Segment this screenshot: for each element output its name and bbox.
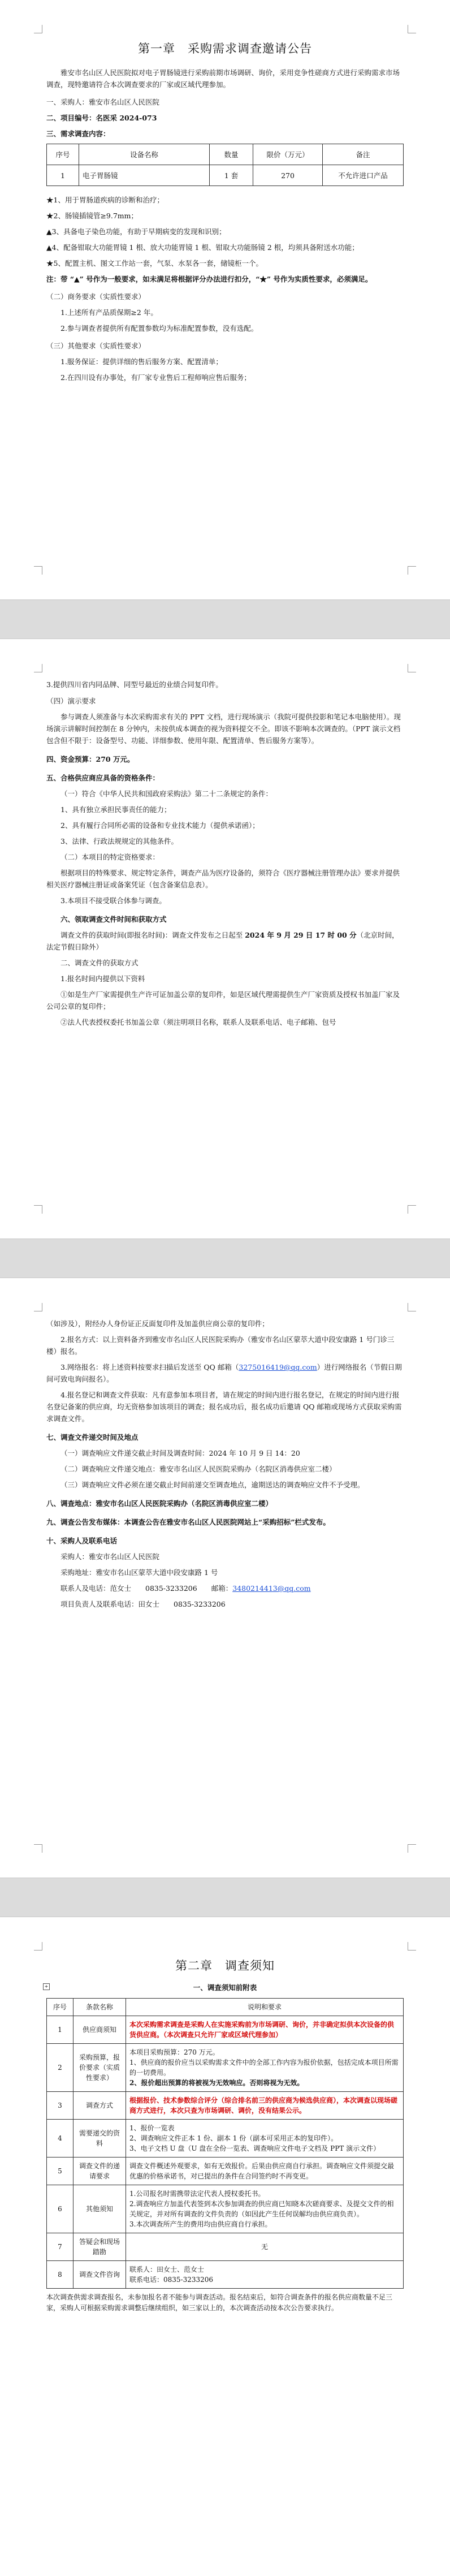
collection-method-title: 二、调查文件的获取方式 <box>60 959 139 967</box>
requirement-line: ★2、肠镜插镜管≥9.7mm； <box>46 212 139 220</box>
chapter-title: 第一章 采购需求调查邀请公告 <box>138 42 312 55</box>
requirement-line: ▲3、具备电子染色功能，有助于早期病变的发现和识别； <box>46 227 226 236</box>
table-header-cell: 序号 <box>47 1999 73 2016</box>
table-row: 8 调查文件咨询 联系人：田女士、范女士 联系电话：0835-3233206 <box>47 2261 404 2289</box>
table-header-cell: 限价（万元） <box>253 144 323 165</box>
table-header-cell: 条款名称 <box>73 1999 126 2016</box>
submission-location: （二）调查响应文件递交地点：雅安市名山区人民医院采购办（名院区消毒供应室二楼） <box>60 1465 336 1473</box>
demo-requirements-text: 参与调查人须准备与本次采购需求有关的 PPT 文档，进行现场演示（我院可提供投影和笔记本电脑使用）。现场演示讲解时间控制在 8 分钟内，未按供成本调查的视为资料提交不全。即该不影响本次调查的。（PPT 演示文档包含但不限于：设备型号、功能、详细参数、使用年限、配置清单、售后服务方案等）。 <box>46 713 401 745</box>
qq-email-link[interactable]: 3275016419@qq.com <box>239 1363 317 1371</box>
qualification-line: 3、法律、行政法规规定的其他条件。 <box>60 837 178 845</box>
table-row: 4 需要递交的资料 1、报价一览表 2、调查响应文件正本 1 份、副本 1 份（副本可采用正本的复印件）。 3、电子文档 U 盘（U 盘在全份一览表、调查响应文件电子文档及 PPT 演示文件） <box>47 2120 404 2158</box>
qualification-title: （一）符合《中华人民共和国政府采购法》第二十二条规定的条件： <box>60 789 273 798</box>
table-header-cell: 说明和要求 <box>126 1999 404 2016</box>
other-requirement-line: 2.在四川设有办事处，有厂家专业售后工程师响应售后服务； <box>60 373 251 382</box>
section-qualifications: 五、合格供应商应具备的资格条件： <box>46 774 160 782</box>
chapter-title: 第二章 调查须知 <box>175 1959 275 1973</box>
qualification-line: 1、具有独立承担民事责任的能力； <box>60 805 171 814</box>
online-registration: 3.网络报名：将上述资料按要求扫描后发送至 QQ 邮箱（3275016419@qq.com）进行网络报名（节假日期间可致电询问报名）。 <box>46 1363 402 1383</box>
collection-material-1: ①如是生产厂家需提供生产许可证加盖公章的复印件，如是区域代理需提供生产厂家资质及授权书加盖厂家及公司公章的复印件； <box>46 990 400 1011</box>
section-survey-content: 三、需求调查内容： <box>46 130 110 138</box>
collection-material-2: ②法人代表授权委托书加盖公章（须注明项目名称，联系人及联系电话、电子邮箱、包号 <box>60 1018 336 1026</box>
contact-email-link[interactable]: 3480214413@qq.com <box>232 1584 311 1593</box>
notice-footer: 本次调查供需求调查报名，未参加报名者不能参与调查活动。报名结束后，如符合调查条件的报名供应商数量不足三家，采购人可根据采购需求调整后继续组织，如三家以上的，本次调查活动按本次公告要求执行。 <box>46 2293 393 2312</box>
table-row: 6 其他须知 1.公司报名时需携带法定代表人授权委托书。 2.调查响应方加盖代表签到本次参加调查的供应商已知晓本次磋商要求、及提交文件的相关规定，并对所有调查的文件负责的（如因此产生任何误解均由供应商负责）。 3.本次调查所产生的费用均由供应商自行承担。 <box>47 2185 404 2233</box>
document-page-2 <box>0 639 450 1239</box>
table-header-cell: 数量 <box>210 144 253 165</box>
table-header-cell: 序号 <box>47 144 79 165</box>
buyer-address: 采购地址：雅安市名山区蒙萃大道中段安康路 1 号 <box>60 1568 218 1577</box>
intro-paragraph: 雅安市名山区人民医院拟对电子胃肠镜进行采购前期市场调研、询价，采用竞争性磋商方式进行采购需求市场调查，现特邀请符合本次调查要求的厂家或区域代理参加。 <box>46 68 400 89</box>
notice-table <box>46 1998 404 2289</box>
table-cell: 不允许进口产品 <box>323 165 404 186</box>
registration-method: 2.报名方式：以上资料备齐到雅安市名山区人民医院采购办（雅安市名山区蒙萃大道中段安康路 1 号门诊三楼）报名。 <box>46 1335 395 1356</box>
requirement-line: ★1、用于胃肠道疾病的诊断和治疗； <box>46 196 164 204</box>
joint-venture-note: 3.本项目不接受联合体参与调查。 <box>60 896 166 905</box>
specific-qualification-text: 根据项目的特殊要求、规定特定条件，调查产品为医疗设备的，须符合《医疗器械注册管理办法》要求并提供相关医疗器械注册证或备案凭证（包含备案信息表）。 <box>46 869 400 889</box>
table-row: 5 调查文件的递请要求 调查文件概述外观要求，如有无效报价。后果由供应商自行承担。调查响应文件须提交最优惠的价格承诺书，对已提出的条件在合同签约时不再变更。 <box>47 2158 404 2185</box>
table-cell: 1 <box>47 165 79 186</box>
section-budget: 四、资金预算：270 万元。 <box>46 755 135 763</box>
collection-time: 调查文件的获取时间(即报名时间)：调查文件发布之日起至 2024 年 9 月 29 日 17 时 00 分（北京时间，法定节假日除外） <box>46 931 399 951</box>
table-header-cell: 设备名称 <box>79 144 210 165</box>
section-submission: 七、调查文件递交时间及地点 <box>46 1433 139 1442</box>
table-cell: 1 套 <box>210 165 253 186</box>
section-buyer: 一、采购人：雅安市名山区人民医院 <box>46 98 160 106</box>
material-continuation: （如涉及），附经办人身份证正反面复印件及加盖供应商公章的复印件； <box>46 1319 269 1328</box>
business-requirement-line: 1.上述所有产品质保期≥2 年。 <box>60 308 158 317</box>
specific-qualification-title: （二）本项目的特定资格要求： <box>60 853 160 861</box>
document-page-3 <box>0 1278 450 1878</box>
project-manager: 项目负责人及联系电话：田女士 0835-3233206 <box>60 1600 226 1608</box>
notice-table-title: 一、调查须知前附表 <box>193 1983 257 1992</box>
table-cell: 270 <box>253 165 323 186</box>
section-document-collection: 六、领取调查文件时间和获取方式 <box>60 915 167 924</box>
table-header-row <box>47 144 404 165</box>
qualification-line: 2、具有履行合同所必需的设备和专业技术能力（提供承诺函）； <box>60 821 259 830</box>
table-header-cell: 备注 <box>323 144 404 165</box>
collection-method-sub: 1.报名时间内提供以下资料 <box>60 974 145 983</box>
submission-deadline: （一）调查响应文件递交截止时间及调查时间：2024 年 10 月 9 日 14：20 <box>60 1449 300 1457</box>
requirement-line: ▲4、配备钳取大功能胃镜 1 根、放大功能胃镜 1 根、钳取大功能肠镜 2 根，均须具备附送水功能； <box>46 243 359 252</box>
business-requirement-line: 2.参与调查者提供所有配置参数均为标准配置参数，没有选配。 <box>60 324 258 333</box>
section-project-number: 二、项目编号：名医采 2024-073 <box>46 114 157 122</box>
equipment-table <box>46 144 404 186</box>
registration-info: 4.报名登记和调查文件获取：凡有意参加本项目者，请在规定的时间内进行报名登记，在规定的时间内进行报名登记备案的供应商，均无资格参加该项目的调查；报名成功后，报名成功后邀请 QQ 邮箱或现场方式获取采购需求调查文件。 <box>46 1391 402 1423</box>
contact-person: 联系人及电话：范女士 0835-3233206 邮箱：3480214413@qq.com <box>60 1584 311 1593</box>
demo-requirements-title: （四）演示要求 <box>46 697 96 705</box>
document-page-1 <box>0 0 450 599</box>
table-row: 2 采购预算，报价要求（实质性要求） 本项目采购预算：270 万元。 1、供应商的报价应当以采购需求文件中的全部工作内容为报价依据，包括完成本项目所需的一切费用。 2、报价超出预算的将被视为无效响应。否则将视为无效。 <box>47 2044 404 2092</box>
table-header-row <box>47 1999 404 2016</box>
business-requirements-title: （二）商务要求（实质性要求） <box>46 292 146 301</box>
table-cell: 电子胃肠镜 <box>79 165 210 186</box>
table-row: 3 调查方式 根据报价、技术参数综合评分（综合排名前三的供应商为候选供应商），本次调查以现场磋商方式进行，本次只查为市场调研、调价，没有结果公示。 <box>47 2092 404 2120</box>
section-contact: 十、采购人及联系电话 <box>46 1537 118 1545</box>
section-publication: 九、调查公告发布媒体：本调查公告在雅安市名山区人民医院网站上“采购招标”栏式发布。 <box>46 1518 330 1526</box>
performance-requirement: 3.提供四川省内同品牌、同型号最近的业绩合同复印件。 <box>46 680 223 689</box>
table-row <box>47 165 404 186</box>
submission-late-note: （三）调查响应文件必须在递交截止时间前递交至调查地点，逾期送达的调查响应文件不予受理。 <box>60 1481 365 1489</box>
table-row: 7 答疑会和现场踏勘 无 <box>47 2233 404 2261</box>
document-page-4 <box>0 1917 450 2576</box>
table-row: 1 供应商须知 本次采购需求调查是采购人在实施采购前为市场调研、询价，并非确定拟供本次设备的供货供应商。（本次调查只允许厂家或区域代理参加） <box>47 2016 404 2044</box>
deadline-date: 2024 年 9 月 29 日 17 时 00 分 <box>245 931 357 939</box>
requirement-line: ★5、配置主机、图文工作站一套，气泵、水泵各一套，储镜柜一个。 <box>46 259 263 267</box>
buyer-name: 采购人：雅安市名山区人民医院 <box>60 1552 160 1561</box>
section-survey-location: 八、调查地点：雅安市名山区人民医院采购办（名院区消毒供应室二楼） <box>46 1499 273 1508</box>
other-requirements-title: （三）其他要求（实质性要求） <box>46 342 146 350</box>
star-note: 注：带 “▲” 号作为一般要求，如未满足将根据评分办法进行扣分，“★” 号作为实质性要求，必须满足。 <box>46 275 373 283</box>
other-requirement-line: 1.服务保证：提供详细的售后服务方案、配置清单； <box>60 357 223 366</box>
table-move-handle-icon[interactable]: + <box>43 1983 50 1990</box>
